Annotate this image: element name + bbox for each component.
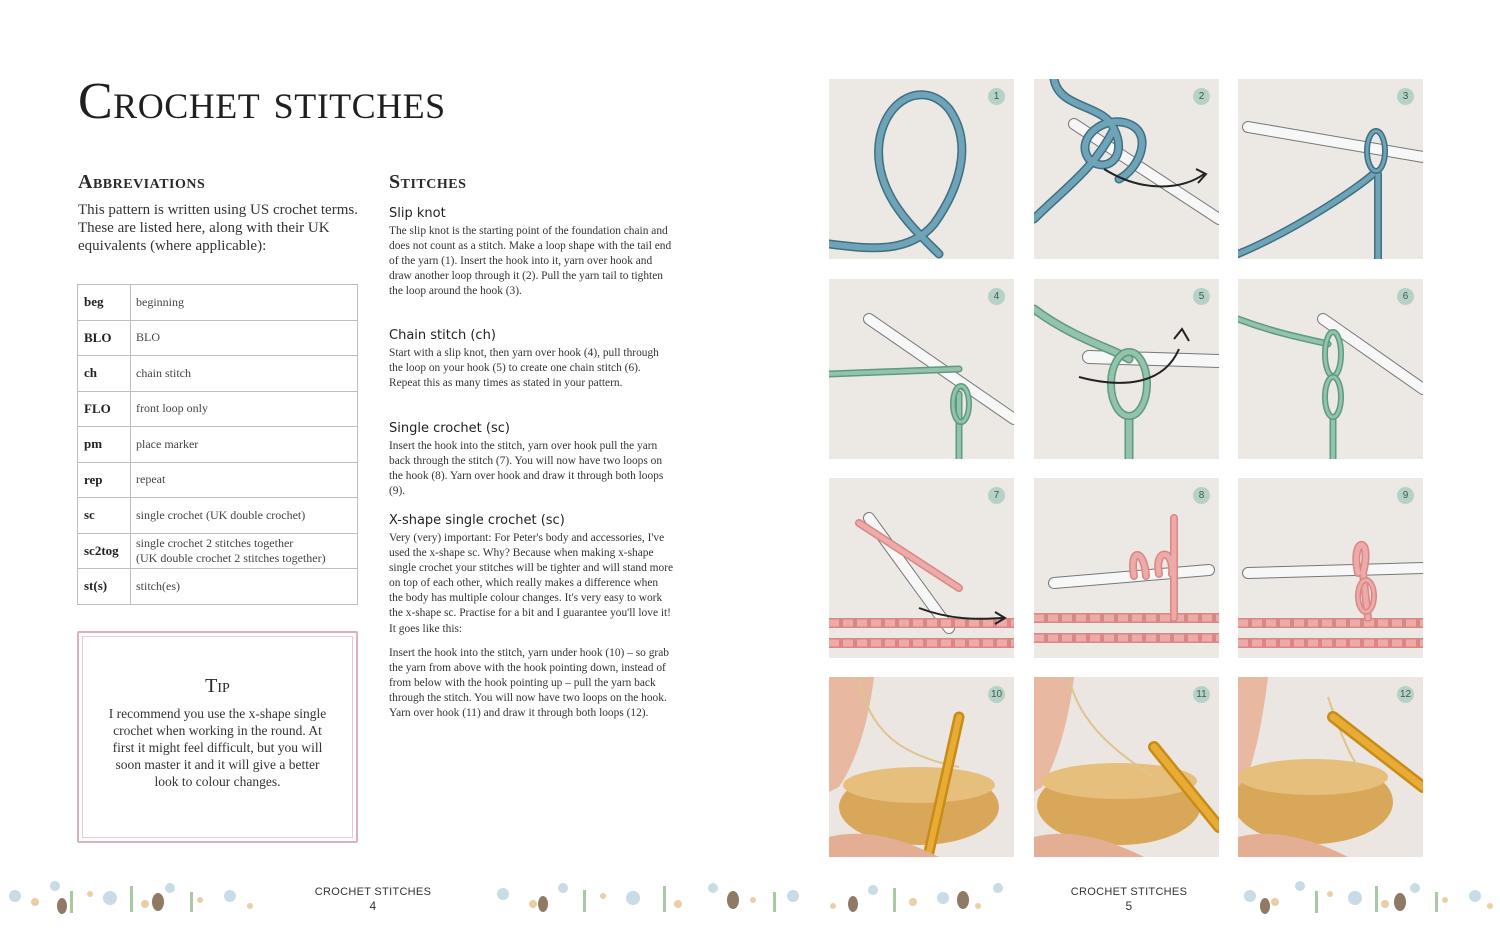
- diagram-panel-5: [1034, 279, 1219, 459]
- stitches-heading: Stitches: [389, 171, 467, 193]
- table-row: [78, 498, 358, 534]
- step-number-badge: 6: [1397, 288, 1414, 305]
- crochet-photo-yarn-under: [829, 677, 1014, 857]
- abbr-key: ch: [78, 356, 131, 392]
- abbr-meaning: front loop only: [131, 391, 358, 427]
- abbr-meaning: stitch(es): [131, 569, 358, 605]
- stitch-name: Slip knot: [389, 206, 446, 221]
- abbr-key: rep: [78, 462, 131, 498]
- page-number: 4: [369, 899, 377, 913]
- step-number-badge: 12: [1397, 686, 1414, 703]
- table-row: [78, 533, 358, 569]
- tip-box: [77, 631, 358, 843]
- stitch-text: Very (very) important: For Peter's body and accessories, I've used the x-shape sc. Why? Because when making x-shape single crochet your stitches will be tighter and will stand more on top of each other, which really makes a difference when the body has multiple colour changes. It's very easy to work the x-shape sc. Practise for a bit and I guarantee you'll love it! It goes like this:: [389, 532, 674, 635]
- footer-left: [300, 886, 446, 913]
- tip-text: I recommend you use the x-shape single crochet when working in the round. At first it might feel difficult, but you will soon master it and it will give a better look to colour changes.: [108, 706, 327, 789]
- stitch-slip-knot: [389, 206, 674, 299]
- table-row: [78, 320, 358, 356]
- diagram-panel-3: [1238, 79, 1423, 259]
- single-crochet-insert-illustration: [829, 478, 1014, 658]
- diagram-panel-2: [1034, 79, 1219, 259]
- abbr-meaning-line: (UK double crochet 2 stitches together): [136, 550, 326, 565]
- table-row: [78, 462, 358, 498]
- stitch-single-crochet: [389, 421, 674, 499]
- photo-panel-12: [1238, 677, 1423, 857]
- footer-label: CROCHET STITCHES: [314, 886, 432, 898]
- table-row: [78, 569, 358, 605]
- abbr-meaning: place marker: [131, 427, 358, 463]
- chain-done-illustration: [1238, 279, 1423, 459]
- abbreviations-intro: This pattern is written using US crochet terms. These are listed here, along with their UK equivalents (where applicable):: [78, 202, 358, 254]
- step-number-badge: 4: [988, 288, 1005, 305]
- diagram-panel-4: [829, 279, 1014, 459]
- step-number-badge: 2: [1193, 88, 1210, 105]
- abbr-key: pm: [78, 427, 131, 463]
- table-row: [78, 427, 358, 463]
- decorative-border-illustration: [0, 866, 265, 920]
- diagram-panel-6: [1238, 279, 1423, 459]
- chain-pull-illustration: [1034, 279, 1219, 459]
- abbr-key: sc2tog: [78, 533, 131, 569]
- photo-panel-10: [829, 677, 1014, 857]
- abbr-meaning: [131, 533, 358, 569]
- step-number-badge: 8: [1193, 487, 1210, 504]
- stitch-name: Single crochet (sc): [389, 421, 510, 436]
- diagram-panel-7: [829, 478, 1014, 658]
- table-row: [78, 391, 358, 427]
- page-title: Crochet stitches: [78, 73, 446, 130]
- table-row: [78, 285, 358, 321]
- abbr-key: beg: [78, 285, 131, 321]
- loop-illustration: [829, 79, 1014, 259]
- diagram-panel-8: [1034, 478, 1219, 658]
- abbreviations-heading: Abbreviations: [78, 171, 206, 193]
- step-number-badge: 5: [1193, 288, 1210, 305]
- single-crochet-done-illustration: [1238, 478, 1423, 658]
- slip-knot-illustration: [1238, 79, 1423, 259]
- step-number-badge: 10: [988, 686, 1005, 703]
- step-number-badge: 7: [988, 487, 1005, 504]
- abbr-meaning: beginning: [131, 285, 358, 321]
- two-loops-illustration: [1034, 478, 1219, 658]
- abbr-key: FLO: [78, 391, 131, 427]
- step-number-badge: 3: [1397, 88, 1414, 105]
- stitch-text: The slip knot is the starting point of the foundation chain and does not count as a stitch. Make a loop shape with the tail end of the yarn (1). Insert the hook into it, yarn over hook and draw another loop through it (2). Pull the yarn tail to tighten the loop around the hook (3).: [389, 225, 672, 298]
- diagram-panel-9: [1238, 478, 1423, 658]
- abbr-meaning: BLO: [131, 320, 358, 356]
- stitch-text-continued: Insert the hook into the stitch, yarn under hook (10) – so grab the yarn from above with the hook pointing down, instead of from below with the hook pointing up – pull the yarn back through the stitch. You will now have two loops on the hook. Yarn over hook (11) and draw it through both loops (12).: [389, 646, 669, 720]
- hook-loop-illustration: [1034, 79, 1219, 259]
- crochet-photo-yarn-over: [1034, 677, 1219, 857]
- abbreviations-table: [77, 284, 358, 605]
- stitch-name: X-shape single crochet (sc): [389, 513, 565, 528]
- footer-right: [1056, 886, 1202, 913]
- crochet-photo-draw-through: [1238, 677, 1423, 857]
- step-number-badge: 1: [988, 88, 1005, 105]
- abbr-key: sc: [78, 498, 131, 534]
- stitch-text: Start with a slip knot, then yarn over hook (4), pull through the loop on your hook (5) to create one chain stitch (6). Repeat this as many times as stated in your pattern.: [389, 347, 659, 390]
- decorative-border-illustration: [483, 866, 1015, 920]
- stitch-x-shape: [389, 513, 674, 721]
- step-number-badge: 9: [1397, 487, 1414, 504]
- abbr-meaning-line: single crochet 2 stitches together: [136, 535, 294, 550]
- stitch-name: Chain stitch (ch): [389, 328, 496, 343]
- tip-title: Tip: [205, 675, 230, 697]
- abbr-meaning: chain stitch: [131, 356, 358, 392]
- step-number-badge: 11: [1193, 686, 1210, 703]
- stitch-chain: [389, 328, 674, 391]
- footer-label: CROCHET STITCHES: [1070, 886, 1188, 898]
- abbr-key: st(s): [78, 569, 131, 605]
- diagram-panel-1: [829, 79, 1014, 259]
- abbr-key: BLO: [78, 320, 131, 356]
- yarn-over-illustration: [829, 279, 1014, 459]
- photo-panel-11: [1034, 677, 1219, 857]
- stitch-text: Insert the hook into the stitch, yarn over hook pull the yarn back through the stitch (7). You will now have two loops on the hook (8). Yarn over hook and draw it through both loops (9).: [389, 440, 664, 498]
- table-row: [78, 356, 358, 392]
- abbr-meaning: repeat: [131, 462, 358, 498]
- page-number: 5: [1125, 899, 1133, 913]
- decorative-border-illustration: [1235, 866, 1500, 920]
- abbr-meaning: single crochet (UK double crochet): [131, 498, 358, 534]
